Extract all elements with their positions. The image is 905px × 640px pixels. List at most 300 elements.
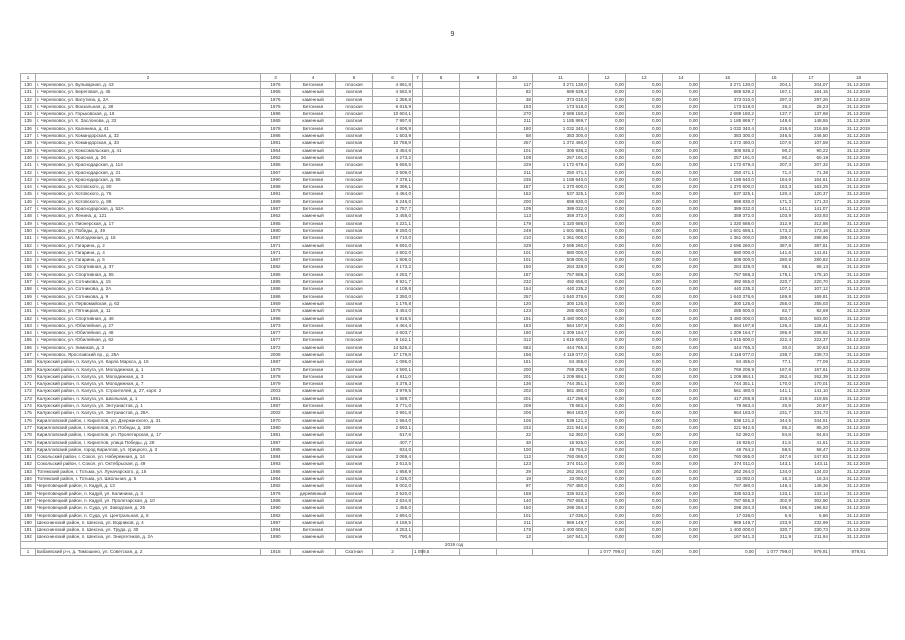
table-cell: плоская — [336, 271, 373, 278]
table-cell: Бетонная — [291, 184, 336, 191]
table-cell: Кирилловский район, г. Кириллов, ул. Победы, д. 169 — [36, 424, 261, 431]
table-cell: 152 — [497, 191, 533, 198]
table-cell: Бетонная — [291, 293, 336, 300]
table-cell — [497, 549, 533, 556]
table-cell: 14 526,2 — [373, 344, 413, 351]
table-cell: 335 523,2 — [700, 490, 756, 497]
table-cell: 170 — [21, 373, 36, 380]
table-cell — [413, 388, 423, 395]
table-cell — [423, 242, 460, 249]
table-cell: 1 185 869,7 — [533, 118, 589, 125]
table-cell: плоская — [336, 82, 373, 89]
table-cell: 5 656,5 — [373, 162, 413, 169]
table-cell: Сокольский район, г. Сокол, ул. Октябрьская, д. 49 — [36, 461, 261, 468]
table-cell — [413, 82, 423, 89]
table-cell: каменный — [291, 461, 336, 468]
table-cell: 31.12.2019 — [830, 176, 888, 183]
table-cell: 10 — [497, 74, 533, 82]
table-cell: 138 — [21, 140, 36, 147]
table-cell: 0,00 — [663, 235, 700, 242]
table-cell: 1918 — [261, 549, 291, 556]
table-cell: 108 — [497, 154, 533, 161]
table-cell — [460, 476, 497, 483]
table-cell: 0,00 — [663, 213, 700, 220]
table-cell: 7 997,8 — [373, 118, 413, 125]
table-cell: Бетонная — [291, 279, 336, 286]
table-cell: 12 — [589, 74, 626, 82]
table-cell — [413, 213, 423, 220]
table-cell: плоская — [336, 235, 373, 242]
table-cell: 181 — [21, 454, 36, 461]
table-cell: 178 — [497, 527, 533, 534]
table-cell: 0,00 — [663, 395, 700, 402]
table-cell: 617,6 — [373, 432, 413, 439]
table-cell: 0,00 — [663, 293, 700, 300]
table-cell: 0,00 — [626, 96, 663, 103]
table-cell — [413, 330, 423, 337]
table-cell: 173,16 — [793, 227, 830, 234]
table-cell: Череповецкий район, п. Суда, ул. Центральная, д. 8 — [36, 512, 261, 519]
table-cell: скатная — [336, 96, 373, 103]
table-cell: 1972 — [261, 344, 291, 351]
table-cell: 0,00 — [663, 403, 700, 410]
table-cell — [423, 176, 460, 183]
table-cell: г. Черняховск, ул. Гагарина, д. 5 — [36, 257, 261, 264]
table-cell: 302,90 — [793, 497, 830, 504]
table-cell: скатная — [336, 395, 373, 402]
table-cell: 1 361 000,0 — [700, 235, 756, 242]
table-cell: 26,23 — [793, 103, 830, 110]
table-cell: 211 — [497, 118, 533, 125]
table-cell — [423, 220, 460, 227]
table-cell: 130 — [21, 82, 36, 89]
table-row — [21, 468, 888, 475]
table-cell: 0,00 — [663, 330, 700, 337]
table-cell: 178,10 — [793, 271, 830, 278]
table-cell: 1978 — [261, 308, 291, 315]
table-cell: 1 172 679,4 — [700, 162, 756, 169]
table-cell: 147 — [21, 206, 36, 213]
table-cell — [460, 147, 497, 154]
table-cell: 1981 — [261, 395, 291, 402]
table-cell: 0,00 — [589, 162, 626, 169]
table-cell: 30,63 — [793, 344, 830, 351]
table-cell: 141,10 — [793, 388, 830, 395]
table-cell: 4 861,8 — [373, 82, 413, 89]
table-cell: 1 601 686,1 — [700, 227, 756, 234]
table-cell — [460, 140, 497, 147]
table-cell: Бетонная — [291, 527, 336, 534]
table-cell: 0,00 — [589, 373, 626, 380]
table-cell — [413, 476, 423, 483]
table-row — [21, 337, 888, 344]
table-cell: г. Черняховск, ул. Котовского, д. 88 — [36, 198, 261, 205]
table-row — [21, 424, 888, 431]
table-cell: 4 606,9 — [373, 125, 413, 132]
table-cell: 3 454,6 — [373, 147, 413, 154]
table-cell: 0,00 — [626, 191, 663, 198]
table-cell: 220,70 — [793, 279, 830, 286]
table-cell: 302,9 — [756, 497, 793, 504]
table-row — [21, 249, 888, 256]
table-cell: скатная — [336, 300, 373, 307]
table-cell: 177 — [21, 424, 36, 431]
table-cell: 0,00 — [663, 176, 700, 183]
table-cell: плоская — [336, 184, 373, 191]
table-cell: 171 — [21, 381, 36, 388]
table-cell: 255,03 — [793, 300, 830, 307]
table-cell: скатная — [336, 359, 373, 366]
table-cell: 250 471,1 — [533, 169, 589, 176]
table-cell — [413, 206, 423, 213]
table-cell: 262,39 — [793, 373, 830, 380]
table-cell — [413, 103, 423, 110]
table-cell: каменный — [291, 89, 336, 96]
table-cell — [413, 534, 423, 541]
table-cell — [413, 162, 423, 169]
table-cell: 8 — [423, 74, 460, 82]
table-cell: 4 109,8 — [373, 286, 413, 293]
table-cell: 383 300,0 — [533, 133, 589, 140]
table-cell — [423, 534, 460, 541]
table-cell — [460, 344, 497, 351]
table-cell: 31.12.2019 — [830, 381, 888, 388]
table-cell — [460, 213, 497, 220]
table-cell: 148,55 — [793, 118, 830, 125]
table-cell: 196,5 — [756, 505, 793, 512]
table-cell: Бетонная — [291, 198, 336, 205]
table-cell: 229 — [497, 162, 533, 169]
table-cell: скатная — [336, 227, 373, 234]
table-cell: Бетонная — [291, 206, 336, 213]
table-cell: 171,33 — [793, 198, 830, 205]
table-cell: 167,6 — [756, 366, 793, 373]
table-row — [21, 344, 888, 351]
table-cell — [460, 403, 497, 410]
table-cell — [423, 359, 460, 366]
table-cell: 1 809,0 — [373, 257, 413, 264]
table-cell: 1 309 164,7 — [533, 330, 589, 337]
table-cell: 0,00 — [589, 468, 626, 475]
table-cell: 31.12.2019 — [830, 403, 888, 410]
table-cell: 1 096,0 — [373, 359, 413, 366]
table-cell: скатная — [336, 388, 373, 395]
table-cell: 4 273,2 — [373, 154, 413, 161]
table-cell: 757 588,3 — [700, 271, 756, 278]
table-cell: 31.12.2019 — [830, 125, 888, 132]
table-row — [21, 519, 888, 526]
table-cell — [460, 235, 497, 242]
table-cell — [460, 103, 497, 110]
table-cell: 82,69 — [793, 308, 830, 315]
table-cell: 1987 — [261, 206, 291, 213]
table-cell: 19 — [497, 476, 533, 483]
table-cell: 0,00 — [663, 103, 700, 110]
table-cell: 222,4 — [756, 337, 793, 344]
table-cell: 0,00 — [589, 133, 626, 140]
table-cell: 1 172 679,4 — [533, 162, 589, 169]
table-cell: 330,7 — [756, 527, 793, 534]
year-section-label: 2019 год — [21, 541, 888, 548]
table-cell: 0,00 — [663, 89, 700, 96]
table-cell: 0,00 — [626, 227, 663, 234]
table-cell: 204,1 — [756, 82, 793, 89]
table-cell: 561 480,0 — [700, 388, 756, 395]
table-cell: г. Черняховск, ул. Бульварная, д. 43 — [36, 82, 261, 89]
table-cell: 158 — [497, 490, 533, 497]
table-cell: 0,00 — [589, 330, 626, 337]
table-cell: 2 757,7 — [373, 206, 413, 213]
table-cell: 0,00 — [589, 395, 626, 402]
table-cell: г. Черняховск, ул. Краснодарская, д. 21 — [36, 169, 261, 176]
table-cell: 0,00 — [626, 424, 663, 431]
table-cell — [423, 184, 460, 191]
table-cell: 4 710,0 — [373, 235, 413, 242]
table-row — [21, 257, 888, 264]
table-cell: 0,00 — [626, 82, 663, 89]
table-cell: скатная — [336, 169, 373, 176]
table-cell: 158 — [21, 286, 36, 293]
table-cell — [423, 264, 460, 271]
table-cell: 78 683,4 — [533, 403, 589, 410]
table-cell: 503,0 — [756, 315, 793, 322]
table-cell: 0,00 — [626, 111, 663, 118]
table-cell — [423, 271, 460, 278]
table-cell — [423, 154, 460, 161]
table-cell: 113 — [497, 213, 533, 220]
table-cell: 0,00 — [626, 169, 663, 176]
table-cell — [423, 446, 460, 453]
table-cell: 289,0 — [756, 235, 793, 242]
table-cell: 4 802,0 — [373, 249, 413, 256]
table-cell: 0,00 — [626, 235, 663, 242]
table-cell: 0,00 — [626, 125, 663, 132]
table-cell — [423, 424, 460, 431]
table-cell: 31.12.2019 — [830, 395, 888, 402]
table-cell: 0,00 — [663, 527, 700, 534]
table-cell: 126,4 — [756, 322, 793, 329]
table-cell: Кирилловский район, г. Кириллов, ул. Пролетарская, д. 17 — [36, 432, 261, 439]
table-cell — [423, 103, 460, 110]
table-cell: 1986 — [261, 286, 291, 293]
table-cell: 0,00 — [589, 169, 626, 176]
table-cell: 0,00 — [626, 271, 663, 278]
table-cell — [460, 257, 497, 264]
table-cell: 4 582,8 — [373, 89, 413, 96]
table-cell: 7 — [413, 74, 423, 82]
table-cell: 1973 — [261, 322, 291, 329]
table-cell: 1990 — [261, 534, 291, 541]
table-cell: скатная — [336, 344, 373, 351]
table-cell: 0,00 — [589, 191, 626, 198]
table-cell: каменный — [291, 96, 336, 103]
table-row — [21, 96, 888, 103]
table-cell: 0,00 — [663, 322, 700, 329]
table-cell: плоская — [336, 103, 373, 110]
table-cell: 1970 — [261, 417, 291, 424]
table-cell — [460, 133, 497, 140]
table-cell: 0,00 — [589, 446, 626, 453]
table-cell — [413, 410, 423, 417]
table-cell — [423, 373, 460, 380]
table-cell: 582 — [497, 344, 533, 351]
table-cell: Кирилловский район, город Кириллов, ул. Урицкого, д. 3 — [36, 446, 261, 453]
table-cell — [423, 249, 460, 256]
table-cell — [460, 381, 497, 388]
table-cell: 31.12.2019 — [830, 454, 888, 461]
table-cell: 84 455,0 — [700, 359, 756, 366]
table-cell — [423, 286, 460, 293]
table-cell — [413, 191, 423, 198]
table-cell: 1 958,9 — [373, 468, 413, 475]
table-cell: 31.12.2019 — [830, 388, 888, 395]
table-row-2020 — [21, 549, 888, 556]
table-cell: 0,00 — [626, 527, 663, 534]
table-cell: 1987 — [261, 439, 291, 446]
table-cell: плоская — [336, 125, 373, 132]
table-cell: скатная — [336, 512, 373, 519]
table-cell — [413, 381, 423, 388]
table-cell: 141,1 — [756, 388, 793, 395]
table-cell: плоская — [336, 191, 373, 198]
table-cell: 0,00 — [663, 549, 700, 556]
table-cell: каменный — [291, 169, 336, 176]
table-cell: 148 — [21, 213, 36, 220]
table-cell — [423, 315, 460, 322]
table-cell: 444 765,3 — [700, 344, 756, 351]
table-cell: 1959 — [261, 300, 291, 307]
table-cell: 1982 — [261, 483, 291, 490]
table-cell: 3 — [261, 74, 291, 82]
table-cell: г. Черняховск, ул. Красная, д. 26 — [36, 154, 261, 161]
table-cell — [413, 315, 423, 322]
table-cell — [413, 118, 423, 125]
table-cell: каменный — [291, 118, 336, 125]
table-cell — [460, 206, 497, 213]
table-cell: каменный — [291, 512, 336, 519]
table-cell: 134,03 — [793, 468, 830, 475]
table-cell: каменный — [291, 213, 336, 220]
table-cell: 0,00 — [626, 140, 663, 147]
table-cell: 183 — [21, 468, 36, 475]
table-cell: 169,81 — [793, 293, 830, 300]
table-cell: 211,9 — [756, 534, 793, 541]
table-cell: скатная — [336, 476, 373, 483]
table-cell: 2 520,0 — [373, 490, 413, 497]
table-cell — [533, 549, 589, 556]
table-cell — [460, 534, 497, 541]
table-cell: 0,00 — [663, 169, 700, 176]
table-cell: 168 — [21, 359, 36, 366]
table-cell: 31.12.2019 — [830, 103, 888, 110]
table-cell: 31.12.2019 — [830, 89, 888, 96]
table-cell: Бетонная — [291, 111, 336, 118]
table-cell: 60,2 — [756, 154, 793, 161]
table-cell: 5 002,0 — [373, 483, 413, 490]
table-cell: 17 036,0 — [700, 512, 756, 519]
table-cell: 0,00 — [589, 227, 626, 234]
table-cell: Бетонная — [291, 235, 336, 242]
table-cell — [423, 527, 460, 534]
table-cell: Череповецкий район, п. Кадуй, ул. Пролетарская, д. 10 — [36, 497, 261, 504]
table-cell: 0,00 — [700, 549, 756, 556]
table-cell: 0,00 — [626, 373, 663, 380]
table-cell: плоская — [336, 257, 373, 264]
table-row — [21, 191, 888, 198]
table-cell: г. Черняховск, ул. Юбилейная, д. 27 — [36, 322, 261, 329]
table-cell: 221 942,6 — [700, 424, 756, 431]
table-cell: 1986 — [261, 133, 291, 140]
table-cell: г. Черняховск, ул. Ленина, д. 121 — [36, 213, 261, 220]
table-cell: 0,00 — [663, 476, 700, 483]
table-cell: г. Черняховск, ул. Юбилейная, д. 62 — [36, 337, 261, 344]
table-cell — [460, 512, 497, 519]
table-cell: 0,00 — [589, 184, 626, 191]
table-cell — [413, 373, 423, 380]
table-cell: 117 — [497, 82, 533, 89]
table-cell: 131 — [21, 89, 36, 96]
table-cell: 150 — [497, 505, 533, 512]
table-cell: 31.12.2019 — [830, 373, 888, 380]
table-row — [21, 111, 888, 118]
table-cell: 136 — [497, 381, 533, 388]
table-cell: 0,00 — [663, 315, 700, 322]
table-cell: 0,00 — [589, 351, 626, 358]
table-cell: 7 378,1 — [373, 176, 413, 183]
table-cell: 1979 — [261, 381, 291, 388]
table-row — [21, 140, 888, 147]
table-cell — [460, 176, 497, 183]
table-cell: 182 — [21, 461, 36, 468]
table-cell: Череповецкий район, п. Кадуй, ул. Калинина, д. 3 — [36, 490, 261, 497]
table-cell: 344,5 — [756, 417, 793, 424]
table-cell: 0,00 — [663, 279, 700, 286]
table-cell: 760 065,0 — [533, 454, 589, 461]
table-cell: каменный — [291, 446, 336, 453]
table-cell: 0,00 — [626, 147, 663, 154]
table-cell: 58,47 — [793, 446, 830, 453]
table-cell: плоская — [336, 264, 373, 271]
table-cell: 3 454,0 — [373, 308, 413, 315]
table-cell — [460, 366, 497, 373]
table-cell: 156 — [497, 351, 533, 358]
table-cell: 0,00 — [663, 82, 700, 89]
table-cell: 0,00 — [626, 315, 663, 322]
table-cell: 0,00 — [626, 359, 663, 366]
table-row — [21, 184, 888, 191]
table-cell — [413, 198, 423, 205]
table-cell: 31.12.2019 — [830, 198, 888, 205]
table-cell: 1 309 164,7 — [700, 330, 756, 337]
table-cell: Бетонная — [291, 125, 336, 132]
table-cell — [460, 184, 497, 191]
table-cell: 10 768,9 — [373, 140, 413, 147]
table-cell — [423, 308, 460, 315]
table-cell: Бетонная — [291, 322, 336, 329]
table-cell: скатная — [336, 534, 373, 541]
table-cell: 31.12.2019 — [830, 133, 888, 140]
table-cell: 186 — [21, 490, 36, 497]
table-cell — [413, 446, 423, 453]
table-cell: 8 396,1 — [373, 184, 413, 191]
table-cell: 0,00 — [589, 279, 626, 286]
table-cell — [413, 497, 423, 504]
table-cell: 171,3 — [756, 198, 793, 205]
table-cell: 4 169,5 — [373, 519, 413, 526]
table-cell: 103,93 — [793, 213, 830, 220]
table-cell — [423, 293, 460, 300]
table-cell: 4 253,1 — [373, 527, 413, 534]
